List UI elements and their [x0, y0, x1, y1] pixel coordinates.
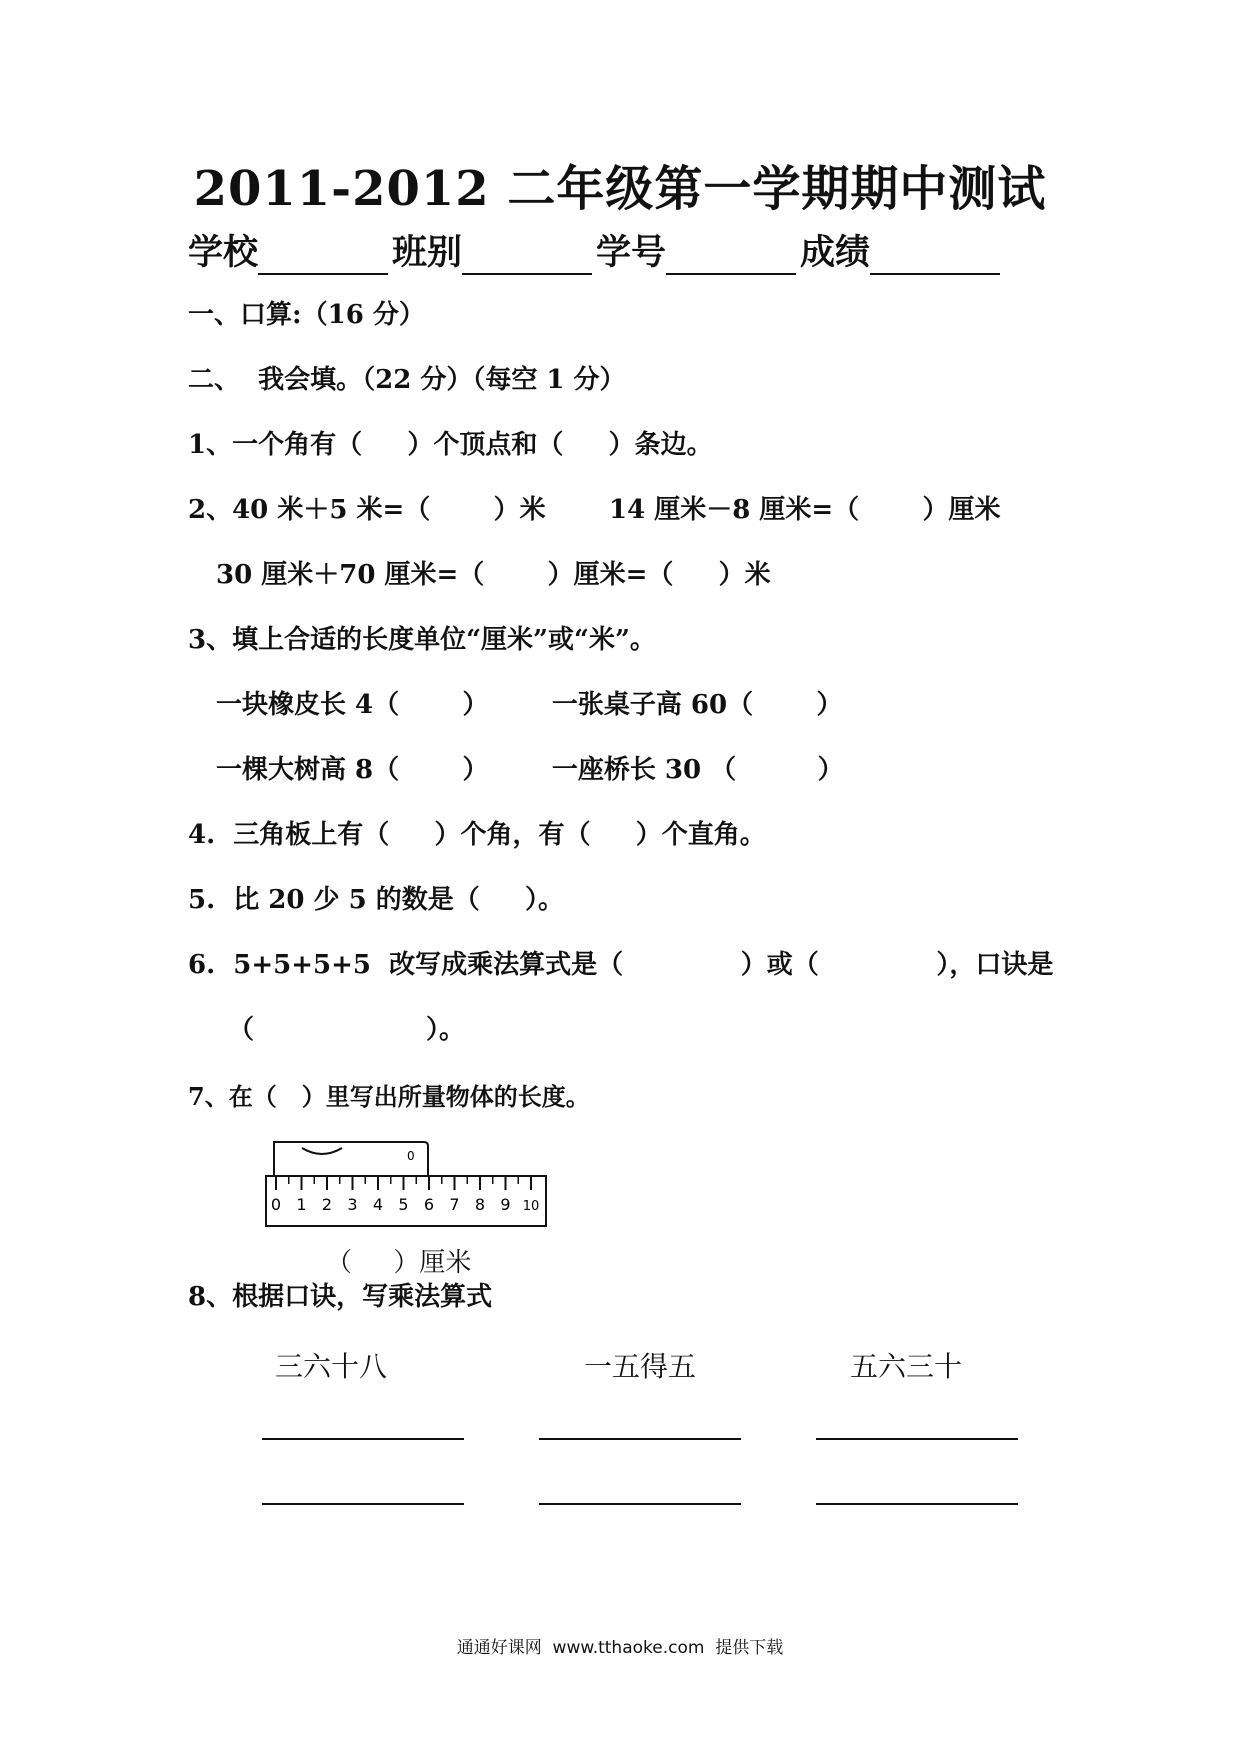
ruler-label-8: 8	[474, 1195, 486, 1214]
question-6a: 6. 5+5+5+5 改写成乘法算式是（ ）或（ ），口诀是	[188, 950, 1054, 980]
score-blank[interactable]	[870, 237, 1000, 275]
ruler-ticks	[271, 1176, 539, 1214]
ruler-label-9: 9	[500, 1195, 511, 1214]
school-label: 学校	[188, 232, 259, 273]
section-fill-in: 二、 我会填。（22 分）（每空 1 分）	[188, 365, 626, 395]
ruler-label-2: 2	[321, 1195, 333, 1214]
ruler-label-3: 3	[347, 1195, 358, 1214]
question-3a: 一块橡皮长 4（ ） 一张桌子高 60（ ）	[216, 690, 843, 720]
ruler-figure	[262, 1138, 552, 1242]
score-label: 成绩	[800, 232, 871, 273]
measured-object	[274, 1142, 428, 1176]
mnemonic-2: 一五得五	[584, 1350, 697, 1383]
school-blank[interactable]	[258, 237, 388, 275]
class-blank[interactable]	[462, 237, 592, 275]
mnemonic-3: 五六三十	[850, 1350, 963, 1383]
question-1: 1、一个角有（ ）个顶点和（ ）条边。	[188, 430, 713, 460]
object-mark: 0	[407, 1149, 415, 1163]
question-7: 7、在（ ）里写出所量物体的长度。	[188, 1082, 590, 1111]
number-blank[interactable]	[666, 237, 796, 275]
ruler-label-0: 0	[270, 1195, 282, 1214]
mnemonic-1: 三六十八	[275, 1350, 388, 1383]
ruler-label-7: 7	[449, 1195, 460, 1214]
question-2a: 2、40 米＋5 米=（ ）米 14 厘米－8 厘米=（ ）厘米	[188, 495, 1001, 525]
question-4: 4. 三角板上有（ ）个角，有（ ）个直角。	[188, 820, 766, 850]
answer-line-2a[interactable]	[539, 1438, 741, 1440]
answer-line-3a[interactable]	[816, 1438, 1018, 1440]
answer-line-3b[interactable]	[816, 1503, 1018, 1505]
ruler-label-4: 4	[372, 1195, 384, 1214]
footer-credit: 通通好课网 www.tthaoke.com 提供下载	[456, 1638, 784, 1658]
section-oral-calc: 一、口算:（16 分）	[188, 300, 425, 330]
ruler-svg	[262, 1138, 552, 1238]
question-8: 8、根据口诀，写乘法算式	[188, 1282, 493, 1312]
question-6b: （ ）。	[228, 1015, 465, 1045]
question-3: 3、填上合适的长度单位“厘米”或“米”。	[188, 625, 656, 655]
ruler-label-5: 5	[398, 1195, 409, 1214]
object-notch	[302, 1148, 342, 1154]
number-label: 学号	[596, 232, 667, 273]
student-info-line	[188, 225, 1004, 275]
ruler-answer-caption: （ ）厘米	[326, 1248, 472, 1278]
ruler-label-1: 1	[296, 1195, 307, 1214]
answer-line-1a[interactable]	[262, 1438, 464, 1440]
question-5: 5. 比 20 少 5 的数是（ ）。	[188, 885, 564, 915]
answer-line-2b[interactable]	[539, 1503, 741, 1505]
class-label: 班别	[392, 232, 463, 273]
ruler-label-10: 10	[522, 1199, 540, 1214]
question-2b: 30 厘米＋70 厘米=（ ）厘米=（ ）米	[216, 560, 771, 590]
question-3b: 一棵大树高 8（ ） 一座桥长 30 （ ）	[216, 755, 844, 785]
ruler-label-6: 6	[423, 1195, 435, 1214]
answer-line-1b[interactable]	[262, 1503, 464, 1505]
exam-title: 2011-2012 二年级第一学期期中测试	[193, 161, 1047, 217]
